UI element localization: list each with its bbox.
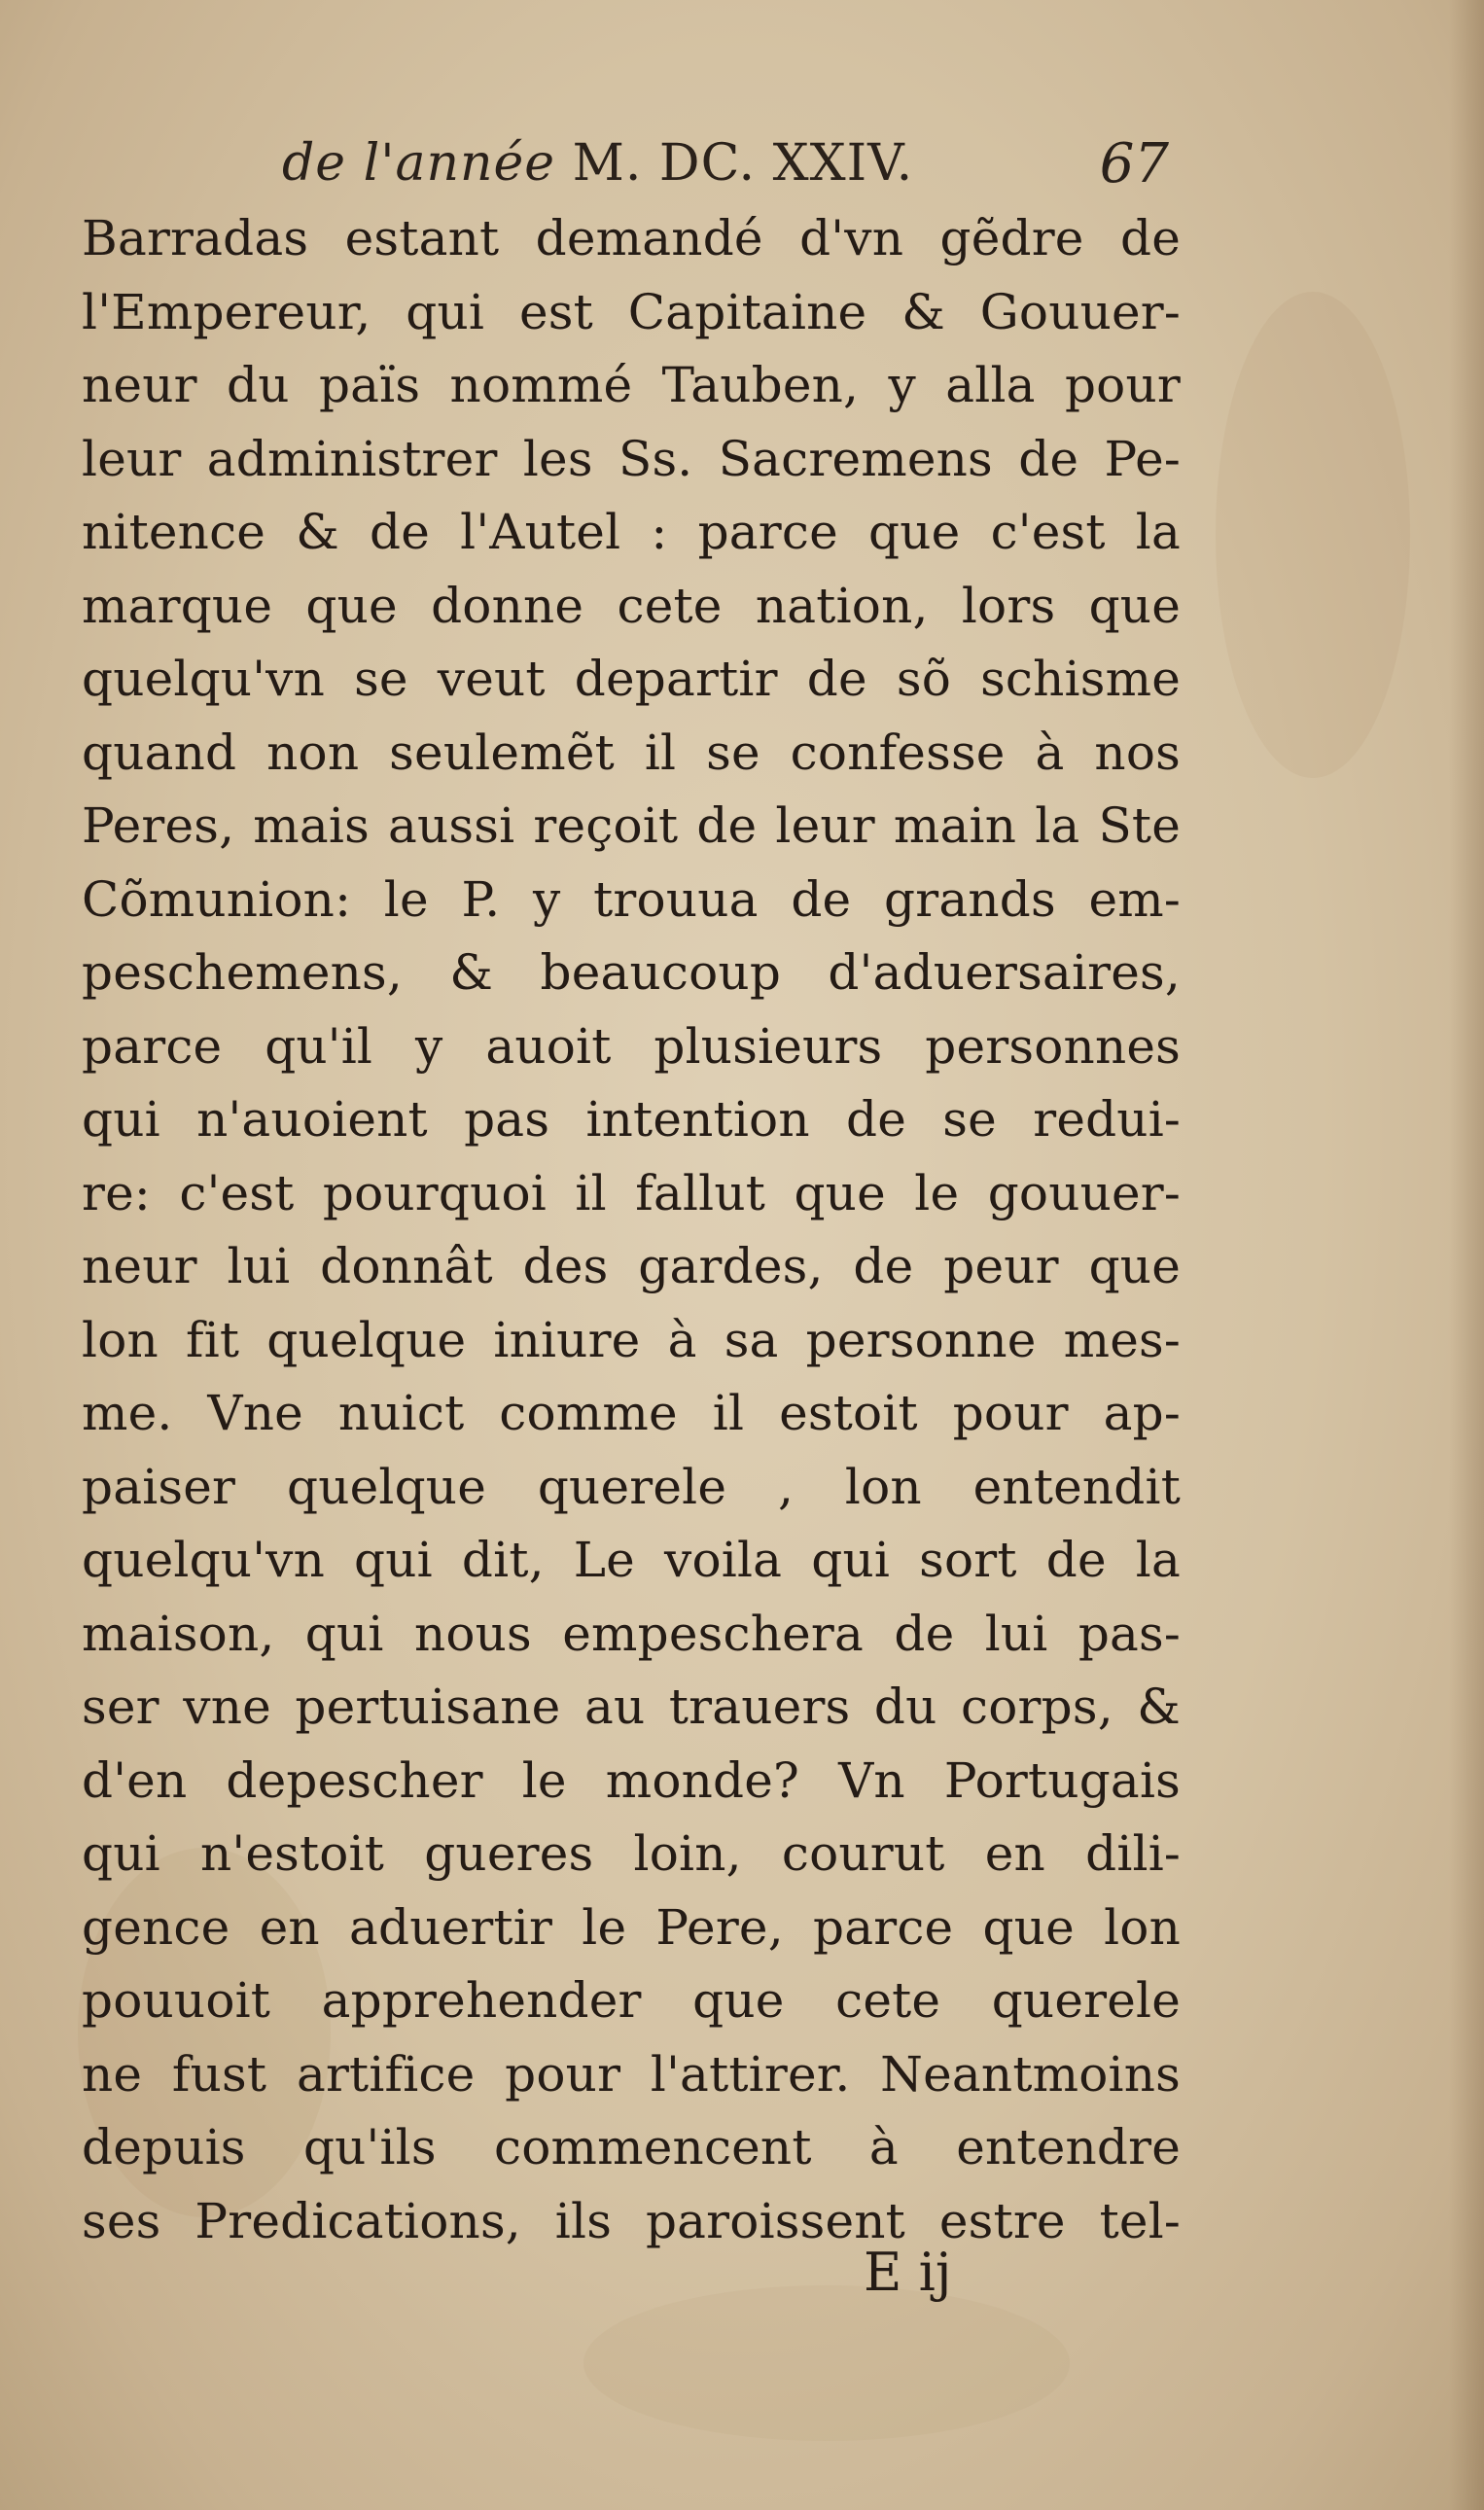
- text-line: qui n'estoit gueres loin, courut en dili-: [82, 1825, 1181, 1882]
- text-line: gence en aduertir le Pere, parce que lon: [82, 1898, 1181, 1956]
- text-line: parce qu'il y auoit plusieurs personnes: [82, 1017, 1181, 1075]
- text-line: re: c'est pourquoi il fallut que le gouuer-: [82, 1164, 1181, 1221]
- paper-stain: [1216, 292, 1410, 778]
- text-line: peschemens, & beaucoup d'aduersaires,: [82, 944, 1181, 1001]
- text-line: Barradas estant demandé d'vn gẽdre de: [82, 210, 1181, 266]
- running-head: [282, 134, 913, 193]
- page-edge-shadow: [1449, 0, 1484, 2510]
- text-line: me. Vne nuict comme il estoit pour ap-: [82, 1385, 1181, 1441]
- text-line: depuis qu'ils commencent à entendre: [82, 2119, 1181, 2175]
- text-line: quelqu'vn se veut departir de sõ schisme: [82, 651, 1181, 707]
- page-number: 67: [1099, 132, 1169, 195]
- body-text: [82, 202, 1181, 2258]
- text-line: ne fust artifice pour l'attirer. Neantmoins: [82, 2045, 1181, 2103]
- text-line: l'Empereur, qui est Capitaine & Gouuer-: [82, 283, 1181, 340]
- text-line: nitence & de l'Autel : parce que c'est la: [82, 504, 1181, 560]
- running-head-year: M. DC. XXIV.: [572, 134, 914, 193]
- page-header: [282, 126, 1196, 204]
- text-line: pouuoit apprehender que cete querele: [82, 1972, 1181, 2029]
- text-line: neur lui donnât des gardes, de peur que: [82, 1238, 1181, 1294]
- text-line: ser vne pertuisane au trauers du corps, &: [82, 1679, 1181, 1735]
- text-line: qui n'auoient pas intention de se redui-: [82, 1091, 1181, 1148]
- text-line: ses Predications, ils paroissent estre tel-: [82, 2192, 1181, 2249]
- text-line: marque que donne cete nation, lors que: [82, 577, 1181, 634]
- text-line: neur du païs nommé Tauben, y alla pour: [82, 357, 1181, 413]
- text-line: quand non seulemẽt il se confesse à nos: [82, 724, 1181, 781]
- text-line: paiser quelque querele , lon entendit: [82, 1458, 1181, 1515]
- paper-stain: [583, 2285, 1070, 2441]
- text-line: Peres, mais aussi reçoit de leur main la Ste: [82, 797, 1181, 854]
- text-line: maison, qui nous empeschera de lui pas-: [82, 1605, 1181, 1662]
- running-head-prefix: de l'année: [282, 134, 556, 193]
- text-line: Cõmunion: le P. y trouua de grands em-: [82, 870, 1181, 928]
- text-line: quelqu'vn qui dit, Le voila qui sort de la: [82, 1532, 1181, 1588]
- text-line: lon fit quelque iniure à sa personne mes-: [82, 1311, 1181, 1368]
- text-line: d'en depescher le monde? Vn Portugais: [82, 1751, 1181, 1809]
- text-line: leur administrer les Ss. Sacremens de Pe-: [82, 430, 1181, 487]
- signature-mark: E ij: [864, 2242, 952, 2303]
